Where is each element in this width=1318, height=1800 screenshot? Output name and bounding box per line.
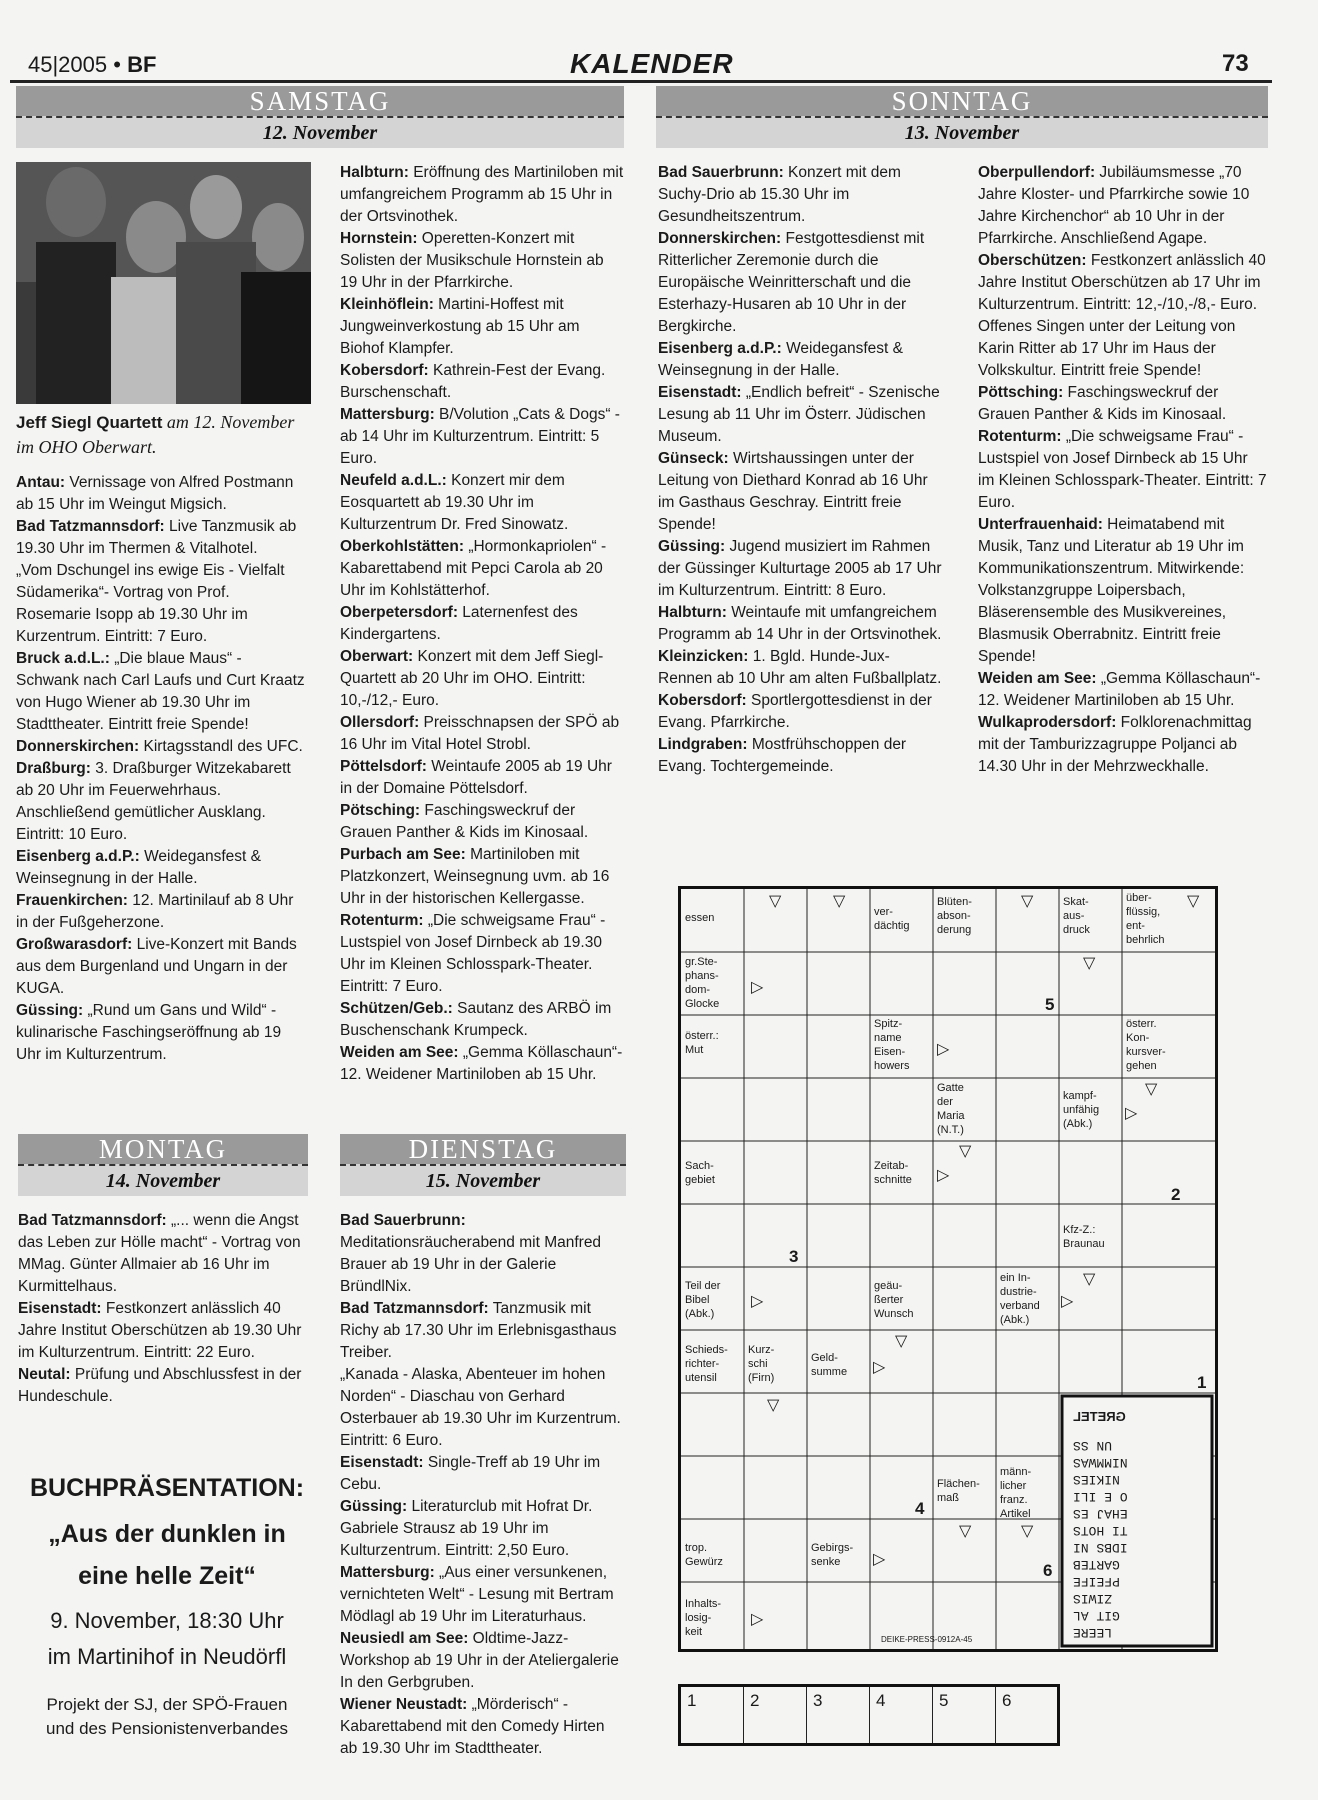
event-place: Oberschützen: bbox=[978, 252, 1087, 269]
crossword-credit: DEIKE-PRESS-0912A-45 bbox=[881, 1635, 973, 1644]
event-place: Kobersdorf: bbox=[340, 362, 429, 379]
down-arrow-icon: ▽ bbox=[1021, 1523, 1034, 1540]
event-place: Eisenstadt: bbox=[340, 1454, 424, 1471]
event-text: „Rund um Gans und Wild“ - kulinarische Faschingseröffnung ab 19 Uhr im Kulturzentrum. bbox=[16, 1002, 282, 1063]
clue: kampf- unfähig (Abk.) bbox=[1063, 1090, 1100, 1130]
event-entry bbox=[340, 800, 624, 844]
photo-illustration bbox=[16, 162, 311, 404]
event-entry bbox=[340, 404, 624, 470]
event-text: 1. Bgld. Hunde-Jux-Rennen ab 10 Uhr am alten Fußballplatz. bbox=[658, 648, 942, 687]
event-text: Kathrein-Fest der Evang. Burschenschaft. bbox=[340, 362, 606, 401]
event-text: Faschingsweckruf der Grauen Panther & Kids im Kinosaal. bbox=[340, 802, 589, 841]
clue: ver- dächtig bbox=[874, 906, 910, 932]
event-entry bbox=[340, 162, 624, 228]
event-entry bbox=[658, 690, 944, 734]
event-entry bbox=[340, 1042, 624, 1086]
event-place: Wulkaprodersdorf: bbox=[978, 714, 1117, 731]
event-entry bbox=[16, 648, 308, 736]
event-entry bbox=[340, 1452, 626, 1496]
day-band-sunday bbox=[656, 86, 1268, 148]
event-entry bbox=[978, 382, 1268, 426]
section-title: KALENDER bbox=[570, 48, 734, 79]
event-entry bbox=[16, 560, 308, 648]
cell-number: 6 bbox=[1043, 1561, 1053, 1580]
clue: trop. Gewürz bbox=[685, 1542, 723, 1568]
event-text: Folklorenachmittag mit der Tamburizzagruppe Poljanci ab 14.30 Uhr in der Mehrzweckhalle. bbox=[978, 714, 1252, 775]
event-entry bbox=[340, 470, 624, 536]
event-entry bbox=[658, 162, 944, 228]
clue: Blüten- abson- derung bbox=[937, 896, 972, 936]
book-place: im Martinihof in Neudörfl bbox=[47, 1644, 287, 1669]
right-arrow-icon: ▷ bbox=[873, 1551, 886, 1568]
down-arrow-icon: ▽ bbox=[833, 893, 846, 910]
clue: Flächen- maß bbox=[937, 1478, 980, 1504]
answer-row: IDBS NI bbox=[1073, 1540, 1128, 1555]
down-arrow-icon: ▽ bbox=[959, 1143, 972, 1160]
event-place: Großwarasdorf: bbox=[16, 936, 133, 953]
event-place: Donnerskirchen: bbox=[658, 230, 782, 247]
event-place: Kleinzicken: bbox=[658, 648, 749, 665]
event-text: Konzert mir dem Eosquartett ab 19.30 Uhr im Kulturzentrum Dr. Fred Sinowatz. bbox=[340, 472, 569, 533]
event-place: Frauenkirchen: bbox=[16, 892, 128, 909]
event-text: Live-Konzert mit Bands aus dem Burgenland und Ungarn in der KUGA. bbox=[16, 936, 297, 997]
event-text: Jugend musiziert im Rahmen der Güssinger Kulturtage 2005 ab 17 Uhr im Kulturzentrum. Eintritt: 8 Euro. bbox=[658, 538, 942, 599]
event-entry bbox=[978, 668, 1268, 712]
event-place: Bad Sauerbrunn: bbox=[658, 164, 784, 181]
solution-cell[interactable]: 6 bbox=[1002, 1691, 1012, 1710]
event-place: Mattersburg: bbox=[340, 406, 435, 423]
solution-cell[interactable]: 4 bbox=[870, 1687, 933, 1743]
event-place: Güssing: bbox=[16, 1002, 84, 1019]
event-entry bbox=[16, 758, 308, 846]
event-entry bbox=[340, 1562, 626, 1628]
caption-text: am 12. November im OHO Oberwart. bbox=[16, 412, 295, 457]
answer-row: PFEIFE bbox=[1073, 1574, 1120, 1589]
event-text: „Die schweigsame Frau“ - Lustspiel von Josef Dirnbeck ab 19.30 Uhr im Kleinen Schlosspark-Theater. Eintritt: 7 Euro. bbox=[340, 912, 606, 995]
solution-cell[interactable]: 5 bbox=[933, 1687, 996, 1743]
event-place: Ollersdorf: bbox=[340, 714, 420, 731]
day-band-monday bbox=[18, 1134, 308, 1196]
solution-word: GRETEL bbox=[1073, 1409, 1126, 1424]
event-place: Bad Tatzmannsdorf: bbox=[16, 518, 165, 535]
event-entry bbox=[340, 228, 624, 294]
event-entry bbox=[340, 1364, 626, 1452]
event-entry bbox=[978, 250, 1268, 316]
event-text: Sportlergottesdienst in der Evang. Pfarrkirche. bbox=[658, 692, 932, 731]
event-entry bbox=[16, 934, 308, 1000]
sunday-column-2 bbox=[978, 162, 1268, 778]
event-place: Oberpetersdorf: bbox=[340, 604, 458, 621]
event-entry bbox=[340, 536, 624, 602]
event-text: Live Tanzmusik ab 19.30 Uhr im Thermen & Vitalhotel. bbox=[16, 518, 297, 557]
event-place: Halbturn: bbox=[340, 164, 409, 181]
event-entry bbox=[18, 1364, 310, 1408]
event-text: Sautanz des ARBÖ im Buschenschank Krumpeck. bbox=[340, 1000, 612, 1039]
down-arrow-icon: ▽ bbox=[959, 1523, 972, 1540]
event-entry bbox=[978, 514, 1268, 668]
clue: Sach- gebiet bbox=[685, 1160, 715, 1186]
day-band-saturday bbox=[16, 86, 624, 148]
event-text: „Endlich befreit“ - Szenische Lesung ab 11 Uhr im Österr. Jüdischen Museum. bbox=[658, 384, 940, 445]
event-text: Oldtime-Jazz-Workshop ab 19 Uhr in der Ateliergalerie In den Gerbgruben. bbox=[340, 1630, 619, 1691]
solution-cell[interactable]: 3 bbox=[807, 1687, 870, 1743]
solution-cell[interactable]: 2 bbox=[744, 1687, 807, 1743]
event-entry bbox=[658, 448, 944, 536]
event-entry bbox=[18, 1298, 310, 1364]
answer-row: EHAJ ES bbox=[1073, 1506, 1128, 1521]
event-entry bbox=[978, 316, 1268, 382]
event-place: Purbach am See: bbox=[340, 846, 466, 863]
event-text: Kirtagsstandl des UFC. bbox=[139, 738, 303, 755]
down-arrow-icon: ▽ bbox=[1083, 955, 1096, 972]
event-entry bbox=[658, 228, 944, 338]
event-entry bbox=[340, 844, 624, 910]
answer-row: GIT AL bbox=[1073, 1608, 1120, 1623]
clue: Skat- aus- druck bbox=[1063, 896, 1090, 936]
down-arrow-icon: ▽ bbox=[769, 893, 782, 910]
paper-abbr: BF bbox=[127, 52, 157, 77]
answer-row: TI HOTS bbox=[1073, 1523, 1128, 1538]
event-place: Neutal: bbox=[18, 1366, 71, 1383]
book-organizer-1: Projekt der SJ, der SPÖ-Frauen bbox=[46, 1695, 288, 1714]
saturday-column-1 bbox=[16, 472, 308, 1066]
caption-name: Jeff Siegl Quartett bbox=[16, 413, 163, 432]
clue: Geld- summe bbox=[811, 1352, 848, 1378]
event-text: Konzert mit dem Jeff Siegl-Quartett ab 20 Uhr im OHO. Eintritt: 10,-/12,- Euro. bbox=[340, 648, 604, 709]
event-place: Eisenberg a.d.P.: bbox=[658, 340, 782, 357]
crossword-grid bbox=[678, 886, 1218, 1652]
event-entry bbox=[340, 602, 624, 646]
event-place: Bad Tatzmannsdorf: bbox=[18, 1212, 167, 1229]
right-arrow-icon: ▷ bbox=[937, 1167, 950, 1184]
event-place: Rotenturm: bbox=[340, 912, 424, 929]
event-place: Oberwart: bbox=[340, 648, 414, 665]
event-entry bbox=[340, 998, 624, 1042]
event-place: Eisenstadt: bbox=[18, 1300, 102, 1317]
event-entry bbox=[18, 1210, 310, 1298]
event-entry bbox=[340, 712, 624, 756]
event-entry bbox=[978, 712, 1268, 778]
cell-number: 4 bbox=[915, 1499, 925, 1518]
event-text: 3. Draßburger Witzekabarett ab 20 Uhr im Feuerwehrhaus. Anschließend gemütlicher Ausklang. Eintritt: 10 Euro. bbox=[16, 760, 291, 843]
event-text: Preisschnapsen der SPÖ ab 16 Uhr im Vital Hotel Strobl. bbox=[340, 714, 620, 753]
answer-row: NIKIES bbox=[1073, 1472, 1120, 1487]
clue: geäu- ßerter Wunsch bbox=[874, 1280, 914, 1320]
day-name: DIENSTAG bbox=[340, 1134, 626, 1164]
event-text: Wirtshaussingen unter der Leitung von Diethard Konrad ab 16 Uhr im Gasthaus Geschray. Eintritt freie Spende! bbox=[658, 450, 928, 533]
day-name: SONNTAG bbox=[656, 86, 1268, 116]
event-entry bbox=[340, 756, 624, 800]
event-entry bbox=[16, 1000, 308, 1066]
clue: österr. Kon- kursver- gehen bbox=[1126, 1018, 1166, 1072]
clue: Spitz- name Eisen- howers bbox=[874, 1018, 910, 1072]
event-text: „Aus einer versunkenen, vernichteten Welt“ - Lesung mit Bertram Mödlagl ab 19 Uhr im Literaturhaus. bbox=[340, 1564, 614, 1625]
event-place: Hornstein: bbox=[340, 230, 418, 247]
book-date: 9. November, 18:30 Uhr bbox=[50, 1608, 284, 1633]
event-place: Pöttelsdorf: bbox=[340, 758, 427, 775]
event-text: Laternenfest des Kindergartens. bbox=[340, 604, 578, 643]
right-arrow-icon: ▷ bbox=[751, 1611, 764, 1628]
event-text: Literaturclub mit Hofrat Dr. Gabriele Strausz ab 19 Uhr im Kulturzentrum. Eintritt: 2,50 Euro. bbox=[340, 1498, 593, 1559]
event-text: Jubiläumsmesse „70 Jahre Kloster- und Pfarrkirche sowie 10 Jahre Kirchenchor“ ab 10 Uhr in der Pfarrkirche. Anschließend Agape. bbox=[978, 164, 1250, 247]
clue: Teil der Bibel (Abk.) bbox=[685, 1280, 721, 1320]
event-place: Weiden am See: bbox=[978, 670, 1097, 687]
event-text: Weidegansfest & Weinsegnung in der Halle. bbox=[16, 848, 261, 887]
event-text: Tanzmusik mit Richy ab 17.30 Uhr im Erlebnisgasthaus Treiber. bbox=[340, 1300, 617, 1361]
clue: Kurz- schi (Firn) bbox=[748, 1344, 775, 1384]
event-entry bbox=[340, 1694, 626, 1760]
event-place: Kleinhöflein: bbox=[340, 296, 434, 313]
down-arrow-icon: ▽ bbox=[1145, 1081, 1158, 1098]
event-text: „Hormonkapriolen“ - Kabarettabend mit Pepci Carola ab 20 Uhr im Kohlstätterhof. bbox=[340, 538, 607, 599]
right-arrow-icon: ▷ bbox=[1061, 1293, 1074, 1310]
cell-number: 3 bbox=[789, 1247, 799, 1266]
clue: Inhalts- losig- keit bbox=[685, 1598, 722, 1638]
event-entry bbox=[16, 846, 308, 890]
event-entry bbox=[658, 338, 944, 382]
event-place: Donnerskirchen: bbox=[16, 738, 140, 755]
down-arrow-icon: ▽ bbox=[1021, 893, 1034, 910]
event-text: „Kanada - Alaska, Abenteuer im hohen Norden“ - Diaschau von Gerhard Osterbauer ab 19.30 Uhr im Kurzentrum. Eintritt: 6 Euro. bbox=[340, 1366, 621, 1449]
event-place: Lindgraben: bbox=[658, 736, 748, 753]
event-place: Bad Tatzmannsdorf: bbox=[340, 1300, 489, 1317]
event-text: Weintaufe 2005 ab 19 Uhr in der Domaine Pöttelsdorf. bbox=[340, 758, 612, 797]
event-entry bbox=[658, 536, 944, 602]
band-photo bbox=[16, 162, 311, 404]
event-entry bbox=[340, 360, 624, 404]
book-organizer-2: und des Pensionistenverbandes bbox=[46, 1719, 288, 1738]
event-entry bbox=[978, 162, 1268, 250]
solution-grid bbox=[1073, 1437, 1205, 1641]
event-text: Festgottesdienst mit Ritterlicher Zeremonie durch die Europäische Weinritterschaft und die Esterhazy-Husaren ab 10 Uhr in der Bergkirche. bbox=[658, 230, 925, 335]
clue: Schieds- richter- utensil bbox=[685, 1344, 728, 1384]
down-arrow-icon: ▽ bbox=[1083, 1271, 1096, 1288]
day-date: 13. November bbox=[656, 116, 1268, 148]
event-place: Pötsching: bbox=[340, 802, 421, 819]
event-text: Faschingsweckruf der Grauen Panther & Kids im Kinosaal. bbox=[978, 384, 1227, 423]
event-text: Heimatabend mit Musik, Tanz und Literatur ab 19 Uhr im Kommunikationszentrum. Mitwirkende: Volkstanzgruppe Loipersbach, Bläserensemble des Musikvereines, Blasmusik Oberrabnitz. Eintritt freie Spende! bbox=[978, 516, 1245, 665]
event-place: Wiener Neustadt: bbox=[340, 1696, 468, 1713]
event-entry bbox=[340, 294, 624, 360]
clue: männ- licher franz. Artikel bbox=[1000, 1466, 1032, 1520]
book-title: BUCHPRÄSENTATION: bbox=[29, 1474, 305, 1502]
sunday-column-1 bbox=[658, 162, 944, 778]
event-text: Konzert mit dem Suchy-Drio ab 15.30 Uhr im Gesundheitszentrum. bbox=[658, 164, 901, 225]
event-place: Bruck a.d.L.: bbox=[16, 650, 110, 667]
event-place: Kobersdorf: bbox=[658, 692, 747, 709]
event-place: Neufeld a.d.L.: bbox=[340, 472, 447, 489]
page-number: 73 bbox=[1222, 50, 1249, 77]
day-date: 14. November bbox=[18, 1164, 308, 1196]
event-text: „Mörderisch“ - Kabarettabend mit den Comedy Hirten ab 19.30 Uhr im Stadttheater. bbox=[340, 1696, 605, 1757]
event-text: „... wenn die Angst das Leben zur Hölle macht“ - Vortrag von MMag. Günter Allmaier ab 16 Uhr im Kurmittelhaus. bbox=[18, 1212, 301, 1295]
event-text: 12. Martinilauf ab 8 Uhr in der Fußgeherzone. bbox=[16, 892, 294, 931]
event-place: Antau: bbox=[16, 474, 66, 491]
event-text: B/Volution „Cats & Dogs“ - ab 14 Uhr im Kulturzentrum. Eintritt: 5 Euro. bbox=[340, 406, 620, 467]
cell-number: 2 bbox=[1171, 1185, 1181, 1204]
solution-boxes bbox=[678, 1684, 1060, 1746]
clue: gr.Ste- phans- dom- Glocke bbox=[685, 956, 720, 1010]
event-entry bbox=[16, 890, 308, 934]
saturday-column-2 bbox=[340, 162, 624, 1086]
event-text: Martini-Hoffest mit Jungweinverkostung ab 15 Uhr am Biohof Klampfer. bbox=[340, 296, 580, 357]
book-subtitle-2: eine helle Zeit“ bbox=[78, 1562, 256, 1590]
event-text: „Gemma Köllaschaun“- 12. Weidener Martiniloben ab 15 Uhr. bbox=[978, 670, 1261, 709]
event-place: Pöttsching: bbox=[978, 384, 1064, 401]
event-entry bbox=[340, 1628, 626, 1694]
event-place: Eisenberg a.d.P.: bbox=[16, 848, 140, 865]
event-place: Bad Sauerbrunn: bbox=[340, 1212, 466, 1229]
event-place: Draßburg: bbox=[16, 760, 91, 777]
clue: über- flüssig, ent- behrlich bbox=[1126, 892, 1165, 946]
event-place: Güssing: bbox=[340, 1498, 408, 1515]
event-entry bbox=[658, 602, 944, 646]
clue: essen bbox=[685, 912, 715, 924]
event-text: Prüfung und Abschlussfest in der Hundeschule. bbox=[18, 1366, 302, 1405]
day-date: 15. November bbox=[340, 1164, 626, 1196]
day-name: SAMSTAG bbox=[16, 86, 624, 116]
clue: österr.: Mut bbox=[685, 1030, 719, 1056]
event-place: Eisenstadt: bbox=[658, 384, 742, 401]
answer-row: UN SS bbox=[1073, 1438, 1113, 1453]
event-place: Oberkohlstätten: bbox=[340, 538, 465, 555]
cell-number: 1 bbox=[1197, 1373, 1207, 1392]
event-text: Vernissage von Alfred Postmann ab 15 Uhr im Weingut Migsich. bbox=[16, 474, 294, 513]
event-entry bbox=[340, 646, 624, 712]
down-arrow-icon: ▽ bbox=[1187, 893, 1200, 910]
event-entry bbox=[978, 426, 1268, 514]
event-text: Mostfrühschoppen der Evang. Tochtergemeinde. bbox=[658, 736, 907, 775]
event-entry bbox=[340, 910, 624, 998]
right-arrow-icon: ▷ bbox=[751, 1293, 764, 1310]
down-arrow-icon: ▽ bbox=[895, 1333, 908, 1350]
monday-column bbox=[18, 1210, 310, 1408]
event-place: Schützen/Geb.: bbox=[340, 1000, 453, 1017]
event-text: Meditationsräucherabend mit Manfred Brauer ab 19 Uhr in der Galerie BründlNix. bbox=[340, 1234, 602, 1295]
event-text: Weidegansfest & Weinsegnung in der Halle. bbox=[658, 340, 903, 379]
event-place: Güssing: bbox=[658, 538, 726, 555]
event-text: Single-Treff ab 19 Uhr im Cebu. bbox=[340, 1454, 601, 1493]
answer-row: GARTEB bbox=[1073, 1557, 1120, 1572]
cell-number: 5 bbox=[1045, 995, 1055, 1014]
issue-label bbox=[28, 52, 156, 78]
event-text: „Die blaue Maus“ - Schwank nach Carl Laufs und Curt Kraatz von Hugo Wiener ab 19.30 Uhr im Stadttheater. Eintritt freie Spende! bbox=[16, 650, 305, 733]
event-text: Martiniloben mit Platzkonzert, Weinsegnung uvm. ab 16 Uhr in der historischen Kellergasse. bbox=[340, 846, 610, 907]
event-text: „Die schweigsame Frau“ - Lustspiel von Josef Dirnbeck ab 15 Uhr im Kleinen Schlosspark-Theater. Eintritt: 7 Euro. bbox=[978, 428, 1267, 511]
event-entry bbox=[16, 516, 308, 560]
event-place: Neusiedl am See: bbox=[340, 1630, 469, 1647]
event-place: Weiden am See: bbox=[340, 1044, 459, 1061]
event-entry bbox=[340, 1496, 626, 1562]
event-entry bbox=[340, 1298, 626, 1364]
right-arrow-icon: ▷ bbox=[751, 979, 764, 996]
event-place: Halbturn: bbox=[658, 604, 727, 621]
clue: ein In- dustrie- verband (Abk.) bbox=[1000, 1272, 1040, 1326]
event-text: Eröffnung des Martiniloben mit umfangreichem Programm ab 15 Uhr in der Ortsvinothek. bbox=[340, 164, 624, 225]
answer-row: ZIWIS bbox=[1073, 1591, 1113, 1606]
event-entry bbox=[658, 382, 944, 448]
answer-row: O E ILI bbox=[1073, 1489, 1128, 1504]
day-name: MONTAG bbox=[18, 1134, 308, 1164]
tuesday-column bbox=[340, 1210, 626, 1760]
right-arrow-icon: ▷ bbox=[873, 1359, 886, 1376]
clue: Gatte der Maria (N.T.) bbox=[937, 1082, 965, 1136]
down-arrow-icon: ▽ bbox=[767, 1397, 780, 1414]
right-arrow-icon: ▷ bbox=[1125, 1105, 1138, 1122]
day-band-tuesday bbox=[340, 1134, 626, 1196]
event-entry bbox=[16, 736, 308, 758]
issue-number: 45|2005 bbox=[28, 52, 108, 77]
event-text: „Vom Dschungel ins ewige Eis - Vielfalt Südamerika“- Vortrag von Prof. Rosemarie Isopp ab 19.30 Uhr im Kurzentrum. Eintritt: 7 Euro. bbox=[16, 562, 285, 645]
event-text: Operetten-Konzert mit Solisten der Musikschule Hornstein ab 19 Uhr in der Pfarrkirche. bbox=[340, 230, 604, 291]
event-text: Offenes Singen unter der Leitung von Karin Ritter ab 17 Uhr im Haus der Volkskultur. Eintritt freie Spende! bbox=[978, 318, 1236, 379]
event-place: Mattersburg: bbox=[340, 1564, 435, 1581]
event-entry bbox=[340, 1210, 626, 1298]
event-entry bbox=[16, 472, 308, 516]
book-presentation-box bbox=[22, 1448, 312, 1748]
event-text: Weintaufe mit umfangreichem Programm ab 14 Uhr in der Ortsvinothek. bbox=[658, 604, 942, 643]
event-place: Unterfrauenhaid: bbox=[978, 516, 1103, 533]
clue: Kfz-Z.: Braunau bbox=[1063, 1224, 1105, 1250]
book-subtitle-1: „Aus der dunklen in bbox=[48, 1520, 286, 1548]
right-arrow-icon: ▷ bbox=[937, 1041, 950, 1058]
bullet: • bbox=[113, 52, 121, 77]
day-date: 12. November bbox=[16, 116, 624, 148]
event-entry bbox=[658, 734, 944, 778]
event-text: Festkonzert anlässlich 40 Jahre Institut Oberschützen ab 19.30 Uhr im Kulturzentrum. Eintritt: 22 Euro. bbox=[18, 1300, 302, 1361]
event-text: „Gemma Köllaschaun“- 12. Weidener Martiniloben ab 15 Uhr. bbox=[340, 1044, 623, 1083]
event-text: Festkonzert anlässlich 40 Jahre Institut Oberschützen ab 17 Uhr im Kulturzentrum. Eintritt: 12,-/10,-/8,- Euro. bbox=[978, 252, 1266, 313]
answer-row: LEERE bbox=[1073, 1625, 1113, 1640]
event-place: Oberpullendorf: bbox=[978, 164, 1096, 181]
event-place: Günseck: bbox=[658, 450, 729, 467]
header-rule bbox=[10, 80, 1272, 83]
clue: Zeitab- schnitte bbox=[874, 1160, 912, 1186]
solution-cell[interactable]: 1 bbox=[681, 1687, 744, 1743]
clue: Gebirgs- senke bbox=[811, 1542, 854, 1568]
photo-caption bbox=[16, 410, 311, 459]
event-place: Rotenturm: bbox=[978, 428, 1062, 445]
answer-row: NIMMWAS bbox=[1073, 1455, 1128, 1470]
event-entry bbox=[658, 646, 944, 690]
